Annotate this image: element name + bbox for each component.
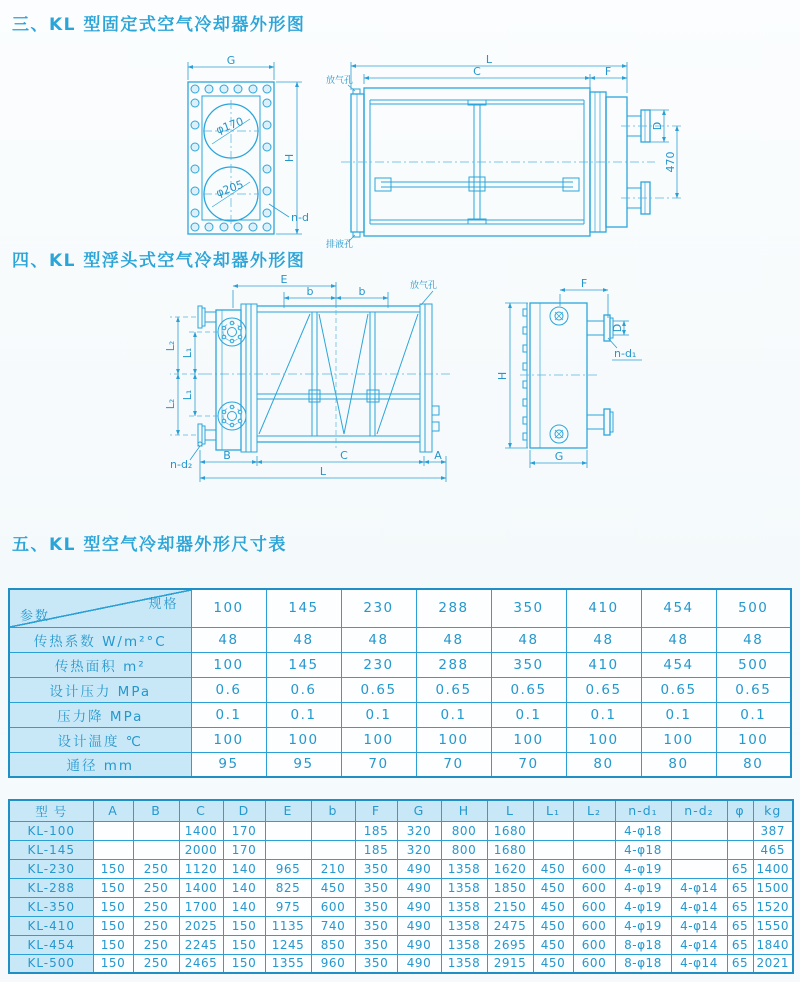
spec-column-header: 230 bbox=[341, 589, 416, 627]
dim-cell: 960 bbox=[311, 954, 355, 973]
dim-cell: 490 bbox=[397, 897, 441, 916]
dim-table-row bbox=[9, 878, 793, 897]
dim-cell: 800 bbox=[441, 821, 487, 840]
dim-column-header: C bbox=[179, 800, 223, 821]
dim-cell: 250 bbox=[133, 954, 179, 973]
spec-cell: 500 bbox=[716, 652, 791, 677]
dim-cell: 1400 bbox=[753, 859, 793, 878]
dim-cell: 1500 bbox=[753, 878, 793, 897]
vent-hole-label: 放气孔 bbox=[326, 76, 354, 86]
dim-cell: 8-φ18 bbox=[615, 954, 671, 973]
dim-cell: 250 bbox=[133, 859, 179, 878]
dim-cell: 4-φ18 bbox=[615, 821, 671, 840]
dim-column-header: B bbox=[133, 800, 179, 821]
dim-column-header: n-d₁ bbox=[615, 800, 671, 821]
dim-cell: 2021 bbox=[753, 954, 793, 973]
spec-cell: 100 bbox=[716, 727, 791, 752]
dim-label-L2-bottom: L₂ bbox=[164, 398, 177, 410]
spec-row-label: 设计压力 MPa bbox=[9, 677, 191, 702]
spec-cell: 70 bbox=[491, 752, 566, 777]
dim-label-L2main: L bbox=[319, 465, 327, 478]
dim-cell: 140 bbox=[223, 878, 265, 897]
drain-hole-label: 排液孔 bbox=[326, 240, 354, 250]
spec-cell: 48 bbox=[341, 627, 416, 652]
dim-cell: 740 bbox=[311, 916, 355, 935]
dim-cell: 465 bbox=[753, 840, 793, 859]
dim-cell bbox=[93, 821, 133, 840]
dim-cell: 1700 bbox=[179, 897, 223, 916]
spec-column-header: 350 bbox=[491, 589, 566, 627]
dim-cell: 4-φ14 bbox=[671, 897, 727, 916]
dim-column-header: b bbox=[311, 800, 355, 821]
dim-cell: 600 bbox=[573, 935, 615, 954]
spec-cell: 230 bbox=[341, 652, 416, 677]
dim-cell: 1358 bbox=[441, 878, 487, 897]
spec-cell: 0.65 bbox=[716, 677, 791, 702]
dim-column-header: L₁ bbox=[533, 800, 573, 821]
dim-table-row bbox=[9, 954, 793, 973]
spec-row-label: 设计温度 ℃ bbox=[9, 727, 191, 752]
dim-model-cell: KL-288 bbox=[9, 878, 93, 897]
dim-label-G: G bbox=[226, 54, 236, 67]
spec-cell: 0.1 bbox=[266, 702, 341, 727]
dim-column-header: φ bbox=[727, 800, 753, 821]
dim-cell: 1355 bbox=[265, 954, 311, 973]
spec-cell: 70 bbox=[341, 752, 416, 777]
dim-label-L2-top: L₂ bbox=[164, 340, 177, 352]
spec-row-label: 通径 mm bbox=[9, 752, 191, 777]
spec-cell: 0.1 bbox=[716, 702, 791, 727]
dim-cell bbox=[133, 840, 179, 859]
dim-cell bbox=[533, 840, 573, 859]
dim-label-G2: G bbox=[554, 450, 564, 463]
dim-cell: 350 bbox=[355, 859, 397, 878]
dim-cell: 2475 bbox=[487, 916, 533, 935]
dim-cell: 320 bbox=[397, 821, 441, 840]
dim-cell: 2025 bbox=[179, 916, 223, 935]
dim-cell: 4-φ19 bbox=[615, 878, 671, 897]
end-bolt-circle-top bbox=[550, 307, 568, 325]
spec-cell: 48 bbox=[716, 627, 791, 652]
spec-cell: 100 bbox=[416, 727, 491, 752]
dim-label-H: H bbox=[283, 153, 296, 163]
dim-cell: 490 bbox=[397, 954, 441, 973]
dim-label-F2: F bbox=[580, 277, 588, 290]
spec-cell: 100 bbox=[491, 727, 566, 752]
spec-cell: 48 bbox=[416, 627, 491, 652]
spec-cell: 48 bbox=[191, 627, 266, 652]
dim-cell: 350 bbox=[355, 878, 397, 897]
dim-cell: 4-φ14 bbox=[671, 935, 727, 954]
dim-cell: 975 bbox=[265, 897, 311, 916]
dim-cell: 2695 bbox=[487, 935, 533, 954]
spec-cell: 0.65 bbox=[491, 677, 566, 702]
fixed-end-view-drawing bbox=[152, 52, 347, 250]
dim-column-header: E bbox=[265, 800, 311, 821]
dim-label-B: B bbox=[223, 449, 231, 462]
dim-label-F: F bbox=[604, 65, 612, 78]
dim-cell: 800 bbox=[441, 840, 487, 859]
dim-label-b1: b bbox=[306, 285, 314, 298]
dim-cell: 150 bbox=[223, 935, 265, 954]
dim-cell: 1400 bbox=[179, 821, 223, 840]
spec-cell: 454 bbox=[641, 652, 716, 677]
dim-cell: 65 bbox=[727, 878, 753, 897]
spec-cell: 100 bbox=[566, 727, 641, 752]
dim-label-470: 470 bbox=[664, 151, 677, 173]
dim-cell bbox=[265, 821, 311, 840]
dim-model-cell: KL-410 bbox=[9, 916, 93, 935]
dim-cell: 1358 bbox=[441, 954, 487, 973]
dim-cell: 350 bbox=[355, 954, 397, 973]
spec-cell: 80 bbox=[566, 752, 641, 777]
spec-cell: 0.1 bbox=[341, 702, 416, 727]
spec-row-label: 传热面积 m² bbox=[9, 652, 191, 677]
spec-cell: 48 bbox=[641, 627, 716, 652]
dim-cell: 1850 bbox=[487, 878, 533, 897]
dim-cell: 250 bbox=[133, 878, 179, 897]
dim-column-header: L₂ bbox=[573, 800, 615, 821]
spec-cell: 0.1 bbox=[416, 702, 491, 727]
dim-cell: 850 bbox=[311, 935, 355, 954]
dim-cell: 320 bbox=[397, 840, 441, 859]
dim-cell: 65 bbox=[727, 935, 753, 954]
dim-cell: 490 bbox=[397, 935, 441, 954]
spec-corner-bottom-label: 参数 bbox=[20, 608, 51, 624]
dim-cell: 150 bbox=[93, 878, 133, 897]
floating-main-view-drawing bbox=[148, 273, 493, 496]
dim-label-A: A bbox=[434, 449, 442, 462]
dim-cell bbox=[671, 821, 727, 840]
dim-cell: 1400 bbox=[179, 878, 223, 897]
dim-cell: 1358 bbox=[441, 916, 487, 935]
dim-cell: 4-φ14 bbox=[671, 954, 727, 973]
dim-cell: 4-φ19 bbox=[615, 916, 671, 935]
dim-label-n-d1: n-d₁ bbox=[614, 347, 637, 360]
dim-cell: 65 bbox=[727, 916, 753, 935]
dim-cell: 150 bbox=[93, 897, 133, 916]
dim-label-circle-bottom: φ205 bbox=[214, 177, 246, 200]
dim-cell: 4-φ14 bbox=[671, 878, 727, 897]
spec-cell: 0.1 bbox=[491, 702, 566, 727]
end-bolt-circle-bottom bbox=[550, 425, 568, 443]
dim-model-cell: KL-350 bbox=[9, 897, 93, 916]
dim-cell bbox=[573, 821, 615, 840]
dim-table-row bbox=[9, 935, 793, 954]
dim-cell: 1358 bbox=[441, 897, 487, 916]
dim-cell: 185 bbox=[355, 840, 397, 859]
dim-cell: 387 bbox=[753, 821, 793, 840]
spec-cell: 0.6 bbox=[191, 677, 266, 702]
section4-title: 四、KL 型浮头式空气冷却器外形图 bbox=[12, 251, 306, 271]
dim-cell: 150 bbox=[93, 859, 133, 878]
dim-model-cell: KL-230 bbox=[9, 859, 93, 878]
spec-cell: 100 bbox=[266, 727, 341, 752]
dim-cell: 150 bbox=[93, 916, 133, 935]
dim-cell: 8-φ18 bbox=[615, 935, 671, 954]
dim-cell: 150 bbox=[93, 954, 133, 973]
dim-cell: 600 bbox=[573, 859, 615, 878]
spec-column-header: 288 bbox=[416, 589, 491, 627]
dim-cell: 1135 bbox=[265, 916, 311, 935]
dim-cell: 2915 bbox=[487, 954, 533, 973]
dim-table-row bbox=[9, 821, 793, 840]
dim-cell: 1120 bbox=[179, 859, 223, 878]
dim-cell: 600 bbox=[573, 897, 615, 916]
spec-cell: 288 bbox=[416, 652, 491, 677]
dim-column-header: F bbox=[355, 800, 397, 821]
dim-table-row bbox=[9, 897, 793, 916]
dim-cell: 150 bbox=[223, 954, 265, 973]
dim-column-header: A bbox=[93, 800, 133, 821]
spec-corner-top-label: 规格 bbox=[148, 597, 179, 612]
dim-cell: 170 bbox=[223, 821, 265, 840]
dim-cell: 490 bbox=[397, 859, 441, 878]
spec-column-header: 145 bbox=[266, 589, 341, 627]
dim-label-C2: C bbox=[340, 449, 348, 462]
dim-cell bbox=[311, 840, 355, 859]
spec-cell: 0.1 bbox=[191, 702, 266, 727]
dim-cell bbox=[311, 821, 355, 840]
dim-label-D2: D bbox=[611, 323, 624, 333]
dim-cell: 1550 bbox=[753, 916, 793, 935]
spec-row-label: 传热系数 W/m²°C bbox=[9, 627, 191, 652]
dim-cell bbox=[573, 840, 615, 859]
dim-label-b2: b bbox=[358, 285, 366, 298]
dim-cell: 600 bbox=[573, 954, 615, 973]
spec-cell: 410 bbox=[566, 652, 641, 677]
dim-cell: 490 bbox=[397, 916, 441, 935]
spec-cell: 100 bbox=[641, 727, 716, 752]
dim-cell: 65 bbox=[727, 859, 753, 878]
dim-cell: 150 bbox=[93, 935, 133, 954]
floating-type-drawing-area bbox=[0, 273, 800, 500]
dim-model-cell: KL-500 bbox=[9, 954, 93, 973]
dim-cell: 450 bbox=[533, 935, 573, 954]
spec-cell: 145 bbox=[266, 652, 341, 677]
spec-cell: 0.6 bbox=[266, 677, 341, 702]
dim-cell: 210 bbox=[311, 859, 355, 878]
spec-cell: 48 bbox=[491, 627, 566, 652]
dim-cell: 2150 bbox=[487, 897, 533, 916]
spec-cell: 95 bbox=[266, 752, 341, 777]
dim-cell bbox=[93, 840, 133, 859]
dim-table-row bbox=[9, 840, 793, 859]
dim-cell: 250 bbox=[133, 935, 179, 954]
dim-cell: 2465 bbox=[179, 954, 223, 973]
dim-cell: 350 bbox=[355, 916, 397, 935]
dim-cell bbox=[671, 840, 727, 859]
dim-label-circle-top: φ170 bbox=[214, 114, 246, 137]
spec-column-header: 500 bbox=[716, 589, 791, 627]
dim-cell: 1358 bbox=[441, 859, 487, 878]
section5-title: 五、KL 型空气冷却器外形尺寸表 bbox=[12, 535, 287, 555]
dim-cell: 600 bbox=[311, 897, 355, 916]
dim-cell: 350 bbox=[355, 935, 397, 954]
spec-cell: 100 bbox=[191, 727, 266, 752]
spec-cell: 0.65 bbox=[341, 677, 416, 702]
dim-model-cell: KL-454 bbox=[9, 935, 93, 954]
spec-cell: 100 bbox=[191, 652, 266, 677]
dim-label-L1-top: L₁ bbox=[181, 347, 194, 359]
spec-cell: 80 bbox=[716, 752, 791, 777]
dim-cell: 2245 bbox=[179, 935, 223, 954]
spec-cell: 48 bbox=[566, 627, 641, 652]
dim-column-header: kg bbox=[753, 800, 793, 821]
spec-table bbox=[8, 588, 792, 778]
dim-cell: 1680 bbox=[487, 821, 533, 840]
dim-cell: 4-φ14 bbox=[671, 916, 727, 935]
spec-cell: 48 bbox=[266, 627, 341, 652]
dim-cell: 170 bbox=[223, 840, 265, 859]
dim-cell: 490 bbox=[397, 878, 441, 897]
section3-title: 三、KL 型固定式空气冷却器外形图 bbox=[12, 15, 306, 35]
dim-cell: 450 bbox=[533, 897, 573, 916]
dim-cell bbox=[133, 821, 179, 840]
spec-cell: 0.1 bbox=[641, 702, 716, 727]
fixed-type-drawing-area bbox=[0, 52, 800, 250]
dim-cell: 250 bbox=[133, 916, 179, 935]
dim-cell: 1840 bbox=[753, 935, 793, 954]
dim-column-header: n-d₂ bbox=[671, 800, 727, 821]
dim-cell: 600 bbox=[573, 916, 615, 935]
dim-cell: 185 bbox=[355, 821, 397, 840]
spec-cell: 95 bbox=[191, 752, 266, 777]
dim-cell: 450 bbox=[533, 916, 573, 935]
fixed-side-view-drawing bbox=[325, 52, 795, 250]
dim-label-n-d2: n-d₂ bbox=[170, 458, 193, 471]
dim-column-header: L bbox=[487, 800, 533, 821]
dimension-table-wrap bbox=[8, 799, 794, 974]
dim-cell: 825 bbox=[265, 878, 311, 897]
dim-column-header: 型 号 bbox=[9, 800, 93, 821]
spec-cell: 100 bbox=[341, 727, 416, 752]
dim-label-n-d: n-d bbox=[291, 211, 309, 224]
dim-label-C: C bbox=[473, 65, 481, 78]
dim-cell: 350 bbox=[355, 897, 397, 916]
dim-cell: 250 bbox=[133, 897, 179, 916]
dim-model-cell: KL-145 bbox=[9, 840, 93, 859]
dim-cell: 1358 bbox=[441, 935, 487, 954]
dim-cell: 1245 bbox=[265, 935, 311, 954]
spec-column-header: 454 bbox=[641, 589, 716, 627]
dimension-table bbox=[8, 799, 794, 974]
dim-cell: 140 bbox=[223, 897, 265, 916]
spec-column-header: 100 bbox=[191, 589, 266, 627]
dim-cell bbox=[533, 821, 573, 840]
dim-cell: 65 bbox=[727, 897, 753, 916]
dim-cell: 1520 bbox=[753, 897, 793, 916]
dim-label-H2: H bbox=[496, 371, 509, 381]
dim-column-header: D bbox=[223, 800, 265, 821]
vent-hole-label-2: 放气孔 bbox=[410, 281, 438, 291]
dim-cell: 450 bbox=[533, 859, 573, 878]
dim-cell bbox=[265, 840, 311, 859]
dim-cell bbox=[727, 840, 753, 859]
spec-cell: 80 bbox=[641, 752, 716, 777]
dim-cell bbox=[671, 859, 727, 878]
dim-cell: 140 bbox=[223, 859, 265, 878]
dim-cell bbox=[727, 821, 753, 840]
dim-cell: 4-φ19 bbox=[615, 897, 671, 916]
dim-cell: 1680 bbox=[487, 840, 533, 859]
dim-column-header: H bbox=[441, 800, 487, 821]
dim-label-L1-bottom: L₁ bbox=[181, 389, 194, 401]
dim-model-cell: KL-100 bbox=[9, 821, 93, 840]
dim-column-header: G bbox=[397, 800, 441, 821]
spec-cell: 350 bbox=[491, 652, 566, 677]
dim-cell: 965 bbox=[265, 859, 311, 878]
spec-cell: 70 bbox=[416, 752, 491, 777]
dim-cell: 450 bbox=[533, 954, 573, 973]
dim-label-E: E bbox=[280, 273, 288, 286]
dim-table-row bbox=[9, 859, 793, 878]
dim-cell: 4-φ18 bbox=[615, 840, 671, 859]
spec-cell: 0.65 bbox=[641, 677, 716, 702]
floating-end-view-drawing bbox=[487, 276, 692, 488]
dim-label-D: D bbox=[651, 121, 664, 131]
dim-label-L: L bbox=[485, 53, 493, 66]
dim-cell: 600 bbox=[573, 878, 615, 897]
dim-table-row bbox=[9, 916, 793, 935]
spec-cell: 0.65 bbox=[416, 677, 491, 702]
spec-column-header: 410 bbox=[566, 589, 641, 627]
spec-cell: 0.65 bbox=[566, 677, 641, 702]
spec-table-wrap bbox=[8, 588, 792, 778]
dim-cell: 4-φ19 bbox=[615, 859, 671, 878]
dim-cell: 65 bbox=[727, 954, 753, 973]
dim-cell: 150 bbox=[223, 916, 265, 935]
spec-cell: 0.1 bbox=[566, 702, 641, 727]
dim-cell: 450 bbox=[311, 878, 355, 897]
spec-row-label: 压力降 MPa bbox=[9, 702, 191, 727]
dim-cell: 2000 bbox=[179, 840, 223, 859]
dim-cell: 450 bbox=[533, 878, 573, 897]
dim-cell: 1620 bbox=[487, 859, 533, 878]
spec-corner-cell bbox=[9, 589, 191, 627]
